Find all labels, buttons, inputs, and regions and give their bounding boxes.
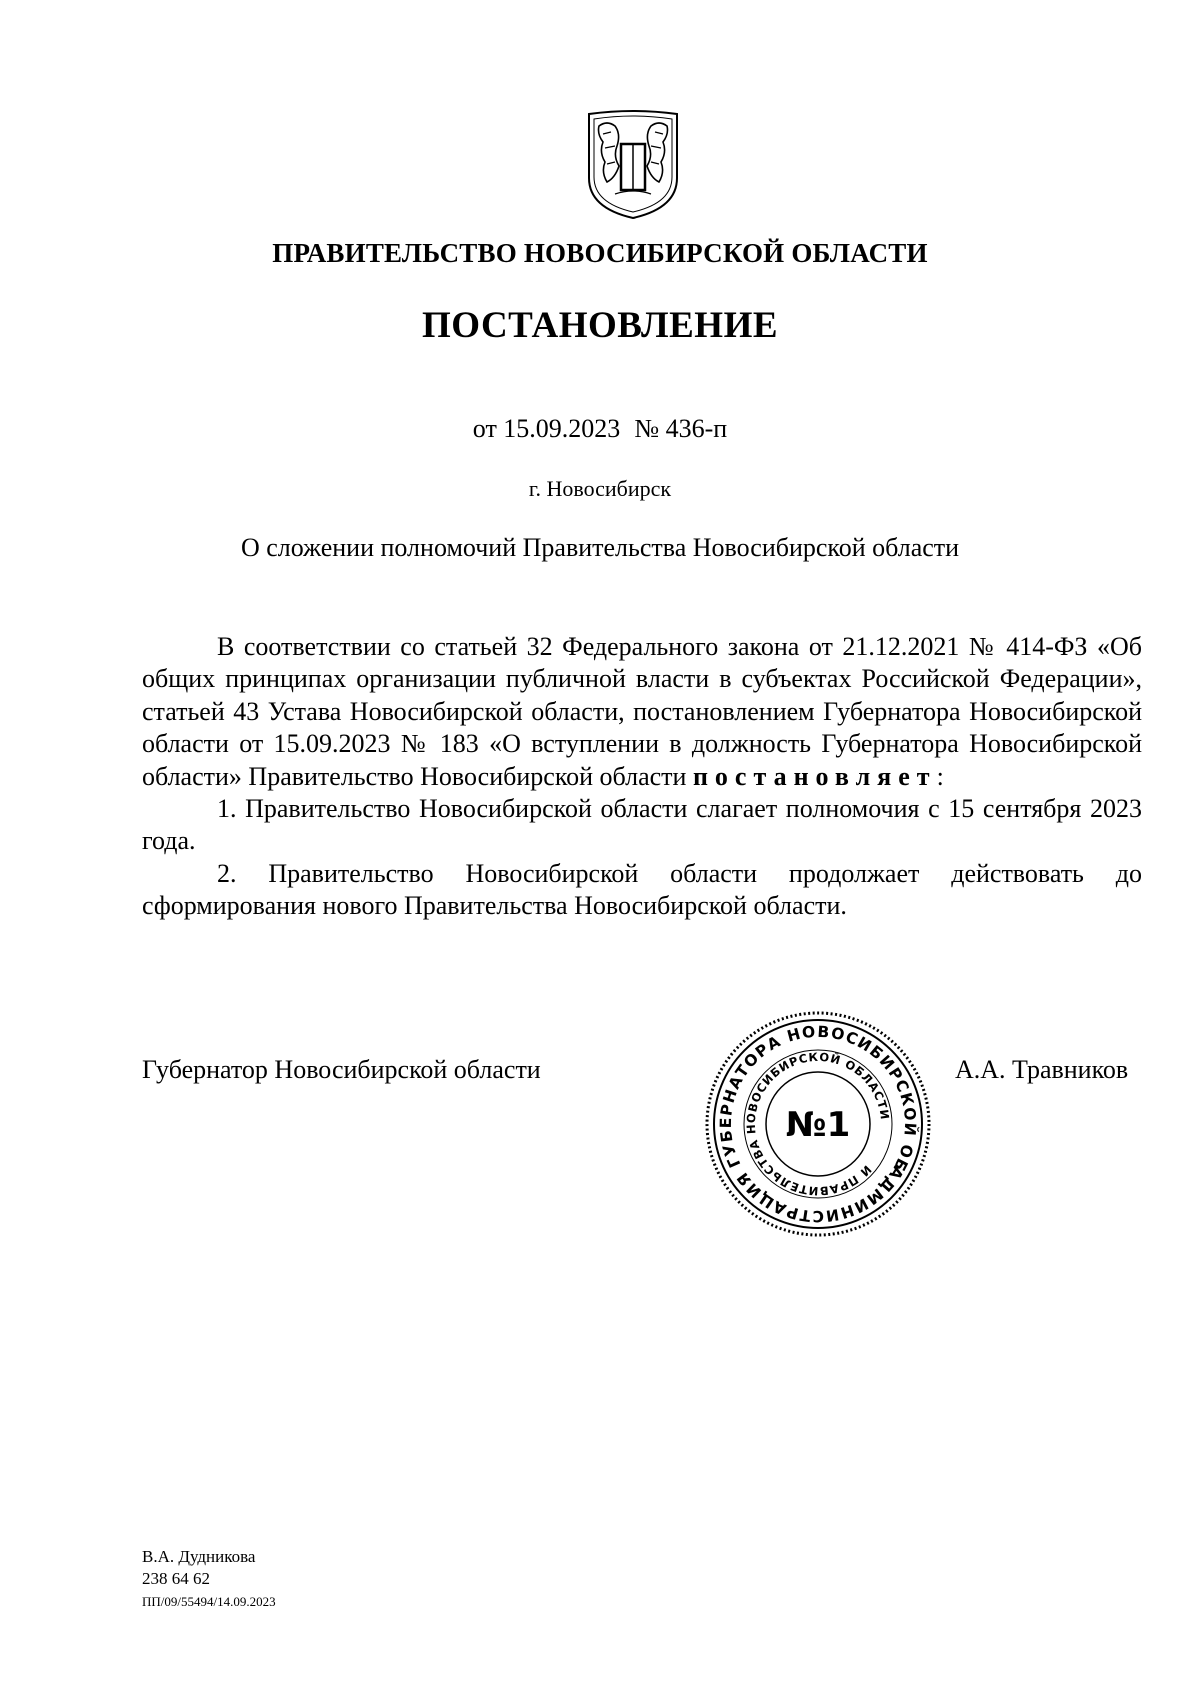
executor-name: В.А. Дудникова: [142, 1547, 256, 1566]
signatory-name: А.А. Травников: [955, 1055, 1129, 1084]
document-subject: О сложении полномочий Правительства Новосибирской области: [240, 533, 960, 562]
seal-outer-text: АДМИНИСТРАЦИЯ ГУБЕРНАТОРА НОВОСИБИРСКОЙ ОБЛАСТИ: [716, 1022, 920, 1226]
registration-number: ПП/09/55494/14.09.2023: [142, 1594, 276, 1609]
coat-of-arms-icon: [585, 108, 681, 220]
seal-center-number: №1: [785, 1105, 851, 1145]
signatory-position: Губернатор Новосибирской области: [142, 1055, 541, 1084]
seal-inner-text: И ПРАВИТЕЛЬСТВА НОВОСИБИРСКОЙ ОБЛАСТИ: [743, 1049, 893, 1199]
preamble-text: В соответствии со статьей 32 Федерального закона от 21.12.2021 № 414-ФЗ «Об общих принципах организации публичной власти в субъектах Российской Федерации», статьей 43 Устава Новосибирской области, постановлением Губернатора Новосибирской области от 15.09.2023 № 183 «О вступлении в должность Губернатора Новосибирской области» Правительство Новосибирской области: [142, 632, 1142, 791]
executor-block: [142, 1546, 255, 1590]
document-number: № 436-п: [634, 414, 728, 443]
item-1: 1. Правительство Новосибирской области слагает полномочия с 15 сентября 2023 года.: [142, 794, 1142, 856]
document-date: от 15.09.2023: [472, 414, 621, 443]
item-2: 2. Правительство Новосибирской области продолжает действовать до сформирования нового Правительства Новосибирской области.: [142, 858, 1142, 921]
organization-title: ПРАВИТЕЛЬСТВО НОВОСИБИРСКОЙ ОБЛАСТИ: [272, 238, 928, 268]
decree-punct: :: [936, 761, 944, 791]
executor-phone: 238 64 62: [142, 1569, 210, 1588]
decree-word: постановляет: [692, 761, 937, 791]
city: г. Новосибирск: [528, 476, 672, 501]
date-number-line: [0, 414, 1200, 444]
document-type: ПОСТАНОВЛЕНИЕ: [421, 305, 779, 346]
preamble-paragraph: [142, 631, 1142, 793]
document-body: [142, 631, 1142, 923]
official-seal: [702, 1008, 934, 1240]
